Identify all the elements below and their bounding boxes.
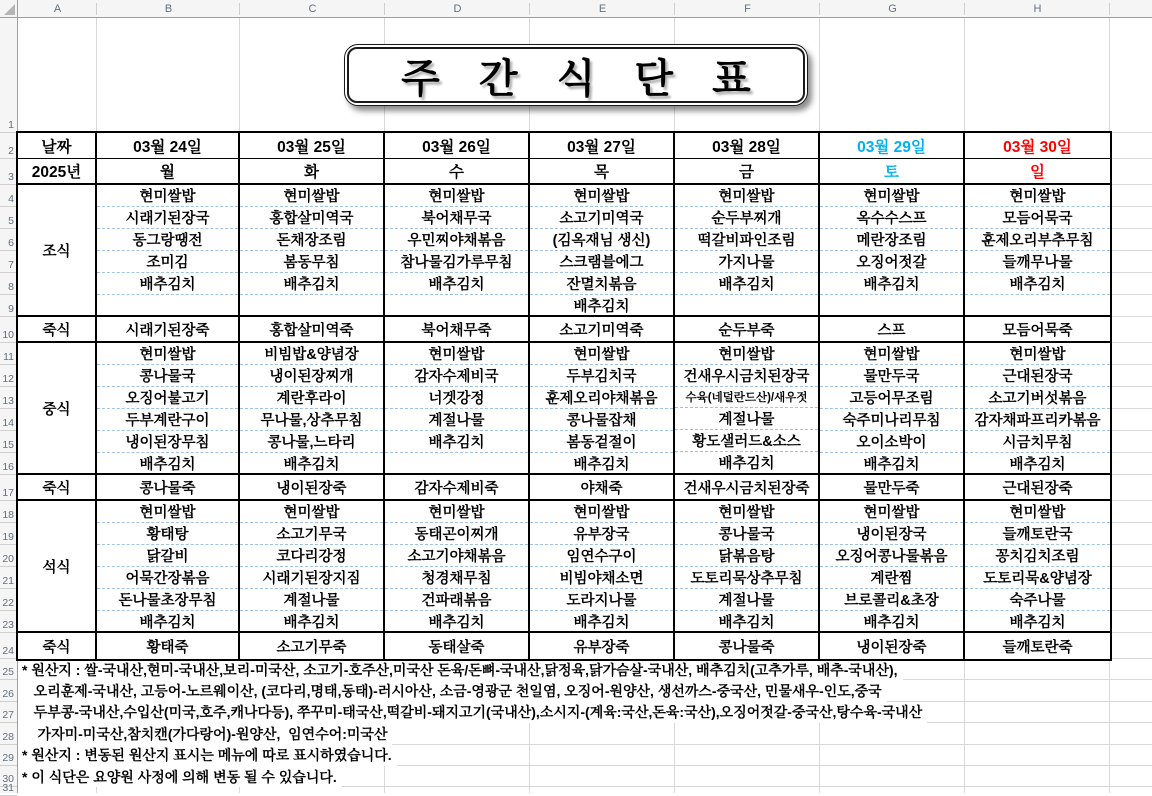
menu-item[interactable]: 임연수구이 xyxy=(530,545,673,567)
menu-item[interactable]: 동그랑땡전 xyxy=(97,229,238,251)
menu-cell-dinner[interactable] xyxy=(965,501,1110,633)
menu-item[interactable]: 냉이된장국 xyxy=(820,523,963,545)
menu-item[interactable]: 감자채파프리카볶음 xyxy=(965,409,1110,431)
menu-cell-lunch[interactable] xyxy=(675,343,820,475)
menu-item[interactable] xyxy=(97,295,238,315)
menu-item[interactable]: 시래기된장국 xyxy=(97,207,238,229)
menu-item[interactable]: 현미쌀밥 xyxy=(965,343,1110,365)
title-shape[interactable] xyxy=(344,44,808,106)
menu-item[interactable]: 현미쌀밥 xyxy=(97,343,238,365)
menu-item[interactable]: 두부계란구이 xyxy=(97,409,238,431)
row-header-7[interactable]: 7 xyxy=(8,259,14,271)
menu-item[interactable]: 수육(네덜란드산)/새우젓 xyxy=(675,387,818,408)
menu-item[interactable]: 배추김치 xyxy=(820,273,963,295)
porridge-cell-breakfast[interactable]: 홍합살미역죽 xyxy=(240,317,385,343)
row-header-16[interactable]: 16 xyxy=(2,461,14,473)
porridge-cell-dinner[interactable]: 냉이된장죽 xyxy=(820,633,965,659)
menu-item[interactable]: 숙주나물 xyxy=(965,589,1110,611)
date-cell[interactable]: 03월 29일 xyxy=(820,133,965,159)
row-header-18[interactable]: 18 xyxy=(2,509,14,521)
menu-item[interactable]: 오징어젓갈 xyxy=(820,251,963,273)
column-header-separator xyxy=(1109,3,1110,15)
menu-cell-lunch[interactable] xyxy=(820,343,965,475)
menu-item[interactable]: 옥수수스프 xyxy=(820,207,963,229)
row-header-28[interactable]: 28 xyxy=(2,730,14,743)
menu-item[interactable]: 건파래볶음 xyxy=(385,589,528,611)
row-header-20[interactable]: 20 xyxy=(2,553,14,565)
meal-label-cell-dinner[interactable]: 석식 xyxy=(18,501,97,633)
menu-item[interactable]: 계절나물 xyxy=(675,408,818,430)
menu-item[interactable]: 브로콜리&초장 xyxy=(820,589,963,611)
menu-item[interactable]: 코다리강정 xyxy=(240,545,383,567)
porridge-cell-breakfast[interactable]: 스프 xyxy=(820,317,965,343)
menu-item[interactable]: 계절나물 xyxy=(240,589,383,611)
menu-item[interactable]: 고등어무조림 xyxy=(820,387,963,409)
menu-item[interactable]: 숙주미나리무침 xyxy=(820,409,963,431)
porridge-cell-lunch[interactable]: 야채죽 xyxy=(530,475,675,501)
menu-item[interactable]: 돈나물초장무침 xyxy=(97,589,238,611)
menu-item[interactable]: 들깨무나물 xyxy=(965,251,1110,273)
menu-item[interactable]: 물만두국 xyxy=(820,365,963,387)
day-cell[interactable]: 금 xyxy=(675,159,820,185)
menu-item[interactable]: 무나물,상추무침 xyxy=(240,409,383,431)
menu-item[interactable]: 가지나물 xyxy=(675,251,818,273)
menu-item[interactable]: 현미쌀밥 xyxy=(820,501,963,523)
porridge-label-cell-breakfast[interactable]: 죽식 xyxy=(18,317,97,343)
menu-item[interactable]: 훈제오리야채볶음 xyxy=(530,387,673,409)
porridge-cell-lunch[interactable]: 콩나물죽 xyxy=(97,475,240,501)
row-header-1[interactable]: 1 xyxy=(8,119,14,131)
porridge-cell-lunch[interactable]: 냉이된장죽 xyxy=(240,475,385,501)
menu-cell-lunch[interactable] xyxy=(385,343,530,475)
menu-item[interactable]: 도라지나물 xyxy=(530,589,673,611)
date-cell[interactable]: 03월 25일 xyxy=(240,133,385,159)
porridge-cell-lunch[interactable]: 건새우시금치된장죽 xyxy=(675,475,820,501)
menu-item[interactable]: 스크램블에그 xyxy=(530,251,673,273)
column-header-g[interactable]: G xyxy=(888,2,897,15)
menu-cell-dinner[interactable] xyxy=(675,501,820,633)
note-line[interactable]: * 이 식단은 요양원 사정에 의해 변동 될 수 있습니다. xyxy=(18,766,342,787)
note-line[interactable]: 오리훈제-국내산, 고등어-노르웨이산, (코다리,명태,동태)-러시아산, 소금-영광군 천일염, 오징어-원양산, 생선까스-중국산, 민물새우-인도,중국 xyxy=(18,680,887,701)
row-header-14[interactable]: 14 xyxy=(2,417,14,429)
menu-item[interactable]: 북어채무국 xyxy=(385,207,528,229)
menu-item[interactable]: 오이소박이 xyxy=(820,431,963,453)
row-header-13[interactable]: 13 xyxy=(2,395,14,407)
menu-item[interactable]: 참나물김가루무침 xyxy=(385,251,528,273)
menu-cell-dinner[interactable] xyxy=(820,501,965,633)
menu-item[interactable]: 계란찜 xyxy=(820,567,963,589)
menu-item[interactable]: 동태곤이찌개 xyxy=(385,523,528,545)
row-header-29[interactable]: 29 xyxy=(2,751,14,764)
menu-item[interactable]: 배추김치 xyxy=(573,457,630,473)
day-cell[interactable]: 토 xyxy=(820,159,965,185)
column-header-a[interactable]: A xyxy=(53,2,62,15)
menu-item[interactable]: 비빔밥&양념장 xyxy=(240,343,383,365)
menu-item[interactable]: 현미쌀밥 xyxy=(385,343,528,365)
porridge-cell-dinner[interactable]: 동태살죽 xyxy=(385,633,530,659)
porridge-label-cell-lunch[interactable]: 죽식 xyxy=(18,475,97,501)
menu-item[interactable]: 배추김치 xyxy=(428,615,485,631)
column-header-separator xyxy=(239,3,240,15)
row-header-19[interactable]: 19 xyxy=(2,531,14,543)
porridge-cell-dinner[interactable]: 콩나물죽 xyxy=(675,633,820,659)
menu-item[interactable]: 냉이된장무침 xyxy=(97,431,238,453)
column-header-e[interactable]: E xyxy=(598,2,607,15)
menu-item[interactable]: 현미쌀밥 xyxy=(675,501,818,523)
menu-item[interactable] xyxy=(965,295,1110,315)
menu-item[interactable]: 우민찌야채볶음 xyxy=(385,229,528,251)
column-header-separator xyxy=(819,3,820,15)
meal-plan-table xyxy=(18,133,1110,659)
column-header-separator xyxy=(384,3,385,15)
menu-item[interactable]: 봄동겉절이 xyxy=(530,431,673,453)
menu-item[interactable]: 메란장조림 xyxy=(820,229,963,251)
menu-item[interactable]: 배추김치 xyxy=(573,299,630,315)
row-header-strip xyxy=(0,18,18,793)
column-header-f[interactable]: F xyxy=(744,2,751,15)
menu-cell-dinner[interactable] xyxy=(385,501,530,633)
menu-item[interactable]: 콩나물잡채 xyxy=(530,409,673,431)
note-line[interactable]: * 원산지 : 쌀-국내산,현미-국내산,보리-미국산, 소고기-호주산,미국산 돈육/돈뼈-국내산,닭정육,닭가슴살-국내산, 배추김치(고추가루, 배추-국내산), xyxy=(18,659,903,680)
porridge-cell-lunch[interactable]: 감자수제비죽 xyxy=(385,475,530,501)
menu-item[interactable]: 현미쌀밥 xyxy=(820,185,963,207)
menu-item[interactable]: 계절나물 xyxy=(385,409,528,431)
row-header-24[interactable]: 24 xyxy=(2,645,14,657)
porridge-cell-dinner[interactable]: 들깨토란죽 xyxy=(1002,639,1073,656)
date-cell[interactable]: 03월 28일 xyxy=(675,133,820,159)
date-cell[interactable]: 03월 24일 xyxy=(97,133,240,159)
menu-item[interactable]: 오징어불고기 xyxy=(97,387,238,409)
menu-item[interactable] xyxy=(240,295,383,315)
column-header-d[interactable]: D xyxy=(453,2,462,15)
column-header-h[interactable]: H xyxy=(1033,2,1042,15)
column-header-separator xyxy=(529,3,530,15)
menu-cell-breakfast[interactable] xyxy=(97,185,240,317)
row-header-2[interactable]: 2 xyxy=(8,145,14,157)
date-cell[interactable]: 03월 27일 xyxy=(530,133,675,159)
menu-item[interactable]: 배추김치 xyxy=(139,615,196,631)
menu-item[interactable]: 오징어콩나물볶음 xyxy=(820,545,963,567)
menu-item[interactable]: 배추김치 xyxy=(139,457,196,473)
menu-item[interactable]: 배추김치 xyxy=(718,615,775,631)
menu-item[interactable]: 현미쌀밥 xyxy=(965,501,1110,523)
note-line[interactable]: 두부콩-국내산,수입산(미국,호주,캐나다등), 쭈꾸미-태국산,떡갈비-돼지고기(국내산),소시지-(계육:국산,돈육:국산),오징어젓갈-중국산,탕수육-국내산 xyxy=(18,702,927,723)
menu-cell-breakfast[interactable] xyxy=(820,185,965,317)
day-cell[interactable]: 월 xyxy=(97,159,240,185)
menu-item[interactable]: 배추김치 xyxy=(675,273,818,295)
row-header-10[interactable]: 10 xyxy=(2,329,14,341)
menu-cell-breakfast[interactable] xyxy=(530,185,675,317)
menu-item[interactable]: 닭볶음탕 xyxy=(675,545,818,567)
menu-item[interactable]: 콩나물,느타리 xyxy=(240,431,383,453)
menu-item[interactable]: 현미쌀밥 xyxy=(675,343,818,365)
row-header-11[interactable]: 11 xyxy=(3,351,14,363)
menu-item[interactable]: 시래기된장지짐 xyxy=(240,567,383,589)
menu-item[interactable]: 황태탕 xyxy=(97,523,238,545)
menu-item[interactable] xyxy=(675,295,818,315)
menu-item[interactable]: 소고기버섯볶음 xyxy=(965,387,1110,409)
menu-cell-lunch[interactable] xyxy=(97,343,240,475)
menu-cell-dinner[interactable] xyxy=(240,501,385,633)
menu-item[interactable]: 들깨토란국 xyxy=(965,523,1110,545)
menu-item[interactable]: 소고기무국 xyxy=(240,523,383,545)
select-all-corner[interactable] xyxy=(0,0,18,18)
menu-item[interactable]: 계란후라이 xyxy=(240,387,383,409)
day-cell[interactable]: 일 xyxy=(965,159,1110,185)
porridge-cell-lunch[interactable]: 근대된장죽 xyxy=(965,475,1110,501)
menu-item[interactable]: 현미쌀밥 xyxy=(385,501,528,523)
menu-item[interactable]: 콩나물국 xyxy=(97,365,238,387)
menu-item[interactable]: 떡갈비파인조림 xyxy=(675,229,818,251)
menu-item[interactable]: 봄동무침 xyxy=(240,251,383,273)
row-header-25[interactable]: 25 xyxy=(2,666,14,679)
menu-item[interactable]: 현미쌀밥 xyxy=(530,501,673,523)
menu-item[interactable]: 근대된장국 xyxy=(965,365,1110,387)
menu-item[interactable]: 배추김치 xyxy=(863,457,920,473)
row-header-8[interactable]: 8 xyxy=(8,281,14,293)
menu-item[interactable]: 배추김치 xyxy=(283,457,340,473)
menu-item[interactable]: 두부김치국 xyxy=(530,365,673,387)
menu-item[interactable]: 배추김치 xyxy=(97,273,238,295)
menu-item[interactable]: 도토리묵상추무침 xyxy=(675,567,818,589)
menu-item[interactable]: 소고기미역국 xyxy=(530,207,673,229)
day-cell[interactable]: 수 xyxy=(385,159,530,185)
menu-item[interactable]: (김옥재님 생신) xyxy=(530,229,673,251)
column-header-b[interactable]: B xyxy=(164,2,173,15)
menu-item[interactable]: 냉이된장찌개 xyxy=(240,365,383,387)
row-header-15[interactable]: 15 xyxy=(2,439,14,451)
row-header-12[interactable]: 12 xyxy=(2,373,14,385)
porridge-cell-dinner[interactable]: 소고기무죽 xyxy=(240,633,385,659)
menu-item[interactable] xyxy=(820,295,963,315)
menu-item[interactable]: 꽁치김치조림 xyxy=(965,545,1110,567)
porridge-cell-dinner[interactable]: 유부장죽 xyxy=(530,633,675,659)
row-header-21[interactable]: 21 xyxy=(2,575,14,587)
menu-item[interactable]: 시금치무침 xyxy=(965,431,1110,453)
menu-item[interactable]: 배추김치 xyxy=(283,615,340,631)
menu-item[interactable]: 감자수제비국 xyxy=(385,365,528,387)
row-header-26[interactable]: 26 xyxy=(2,687,14,700)
menu-cell-dinner[interactable] xyxy=(97,501,240,633)
menu-item[interactable]: 콩나물국 xyxy=(675,523,818,545)
menu-item[interactable]: 너겟강정 xyxy=(385,387,528,409)
menu-item[interactable]: 돈채장조림 xyxy=(240,229,383,251)
menu-item[interactable]: 현미쌀밥 xyxy=(97,185,238,207)
menu-item[interactable]: 순두부찌개 xyxy=(675,207,818,229)
menu-item[interactable]: 현미쌀밥 xyxy=(240,185,383,207)
menu-item[interactable]: 유부장국 xyxy=(530,523,673,545)
menu-item[interactable]: 소고기야채볶음 xyxy=(385,545,528,567)
porridge-cell-breakfast[interactable]: 북어채무죽 xyxy=(385,317,530,343)
note-line[interactable]: 가자미-미국산,참치캔(가다랑어)-원양산, 임연수어:미국산 xyxy=(18,723,392,744)
title-shape-inner xyxy=(347,47,805,103)
porridge-cell-breakfast[interactable]: 모듬어묵죽 xyxy=(965,317,1110,343)
menu-item[interactable] xyxy=(385,295,528,315)
menu-item[interactable] xyxy=(385,453,528,473)
menu-item[interactable]: 조미김 xyxy=(97,251,238,273)
row-header-22[interactable]: 22 xyxy=(2,597,14,609)
menu-item[interactable]: 어묵간장볶음 xyxy=(97,567,238,589)
year-label-cell[interactable]: 2025년 xyxy=(18,159,97,185)
row-header-6[interactable]: 6 xyxy=(8,237,14,249)
menu-item[interactable]: 도토리묵&양념장 xyxy=(965,567,1110,589)
column-header-c[interactable]: C xyxy=(308,2,317,15)
menu-item[interactable]: 모듬어묵국 xyxy=(965,207,1110,229)
menu-item[interactable]: 비빔야채소면 xyxy=(530,567,673,589)
row-header-31[interactable]: 31 xyxy=(2,781,14,794)
note-line[interactable]: * 원산지 : 변동된 원산지 표시는 메뉴에 따로 표시하였습니다. xyxy=(18,745,397,766)
menu-cell-lunch[interactable] xyxy=(240,343,385,475)
menu-item[interactable]: 현미쌀밥 xyxy=(965,185,1110,207)
menu-item[interactable]: 황도샐러드&소스 xyxy=(675,430,818,452)
row-header-5[interactable]: 5 xyxy=(8,215,14,227)
menu-item[interactable]: 현미쌀밥 xyxy=(675,185,818,207)
meal-label-cell-breakfast[interactable]: 조식 xyxy=(18,185,97,317)
row-header-4[interactable]: 4 xyxy=(8,193,14,205)
menu-item[interactable]: 배추김치 xyxy=(718,456,775,472)
menu-item[interactable]: 현미쌀밥 xyxy=(530,185,673,207)
menu-item[interactable]: 배추김치 xyxy=(1009,457,1066,473)
menu-item[interactable]: 배추김치 xyxy=(385,431,528,453)
select-all-triangle-icon xyxy=(4,4,15,15)
menu-item[interactable]: 잔멸치볶음 xyxy=(530,273,673,295)
porridge-cell-breakfast[interactable]: 순두부죽 xyxy=(675,317,820,343)
menu-item[interactable]: 계절나물 xyxy=(675,589,818,611)
menu-item[interactable]: 배추김치 xyxy=(573,615,630,631)
menu-cell-lunch[interactable] xyxy=(965,343,1110,475)
menu-cell-breakfast[interactable] xyxy=(385,185,530,317)
day-cell[interactable]: 화 xyxy=(240,159,385,185)
porridge-cell-breakfast[interactable]: 시래기된장죽 xyxy=(97,317,240,343)
menu-item[interactable]: 현미쌀밥 xyxy=(820,343,963,365)
menu-item[interactable]: 배추김치 xyxy=(1009,615,1066,631)
menu-item[interactable]: 현미쌀밥 xyxy=(240,501,383,523)
date-cell[interactable]: 03월 30일 xyxy=(965,133,1110,159)
menu-cell-lunch[interactable] xyxy=(530,343,675,475)
menu-item[interactable]: 건새우시금치된장국 xyxy=(675,365,818,387)
menu-item[interactable]: 청경채무침 xyxy=(385,567,528,589)
row-header-9[interactable]: 9 xyxy=(8,303,14,315)
menu-cell-breakfast[interactable] xyxy=(240,185,385,317)
menu-cell-breakfast[interactable] xyxy=(675,185,820,317)
row-header-17[interactable]: 17 xyxy=(2,487,14,499)
menu-item[interactable]: 현미쌀밥 xyxy=(385,185,528,207)
menu-item[interactable]: 배추김치 xyxy=(965,273,1110,295)
row-header-3[interactable]: 3 xyxy=(8,171,14,183)
porridge-cell-lunch[interactable]: 물만두죽 xyxy=(820,475,965,501)
row-header-30[interactable]: 30 xyxy=(2,773,14,786)
menu-item[interactable]: 배추김치 xyxy=(240,273,383,295)
column-header-separator xyxy=(96,3,97,15)
day-cell[interactable]: 목 xyxy=(530,159,675,185)
menu-item[interactable]: 홍합살미역국 xyxy=(240,207,383,229)
menu-item[interactable]: 배추김치 xyxy=(863,615,920,631)
date-cell[interactable]: 03월 26일 xyxy=(385,133,530,159)
porridge-cell-dinner[interactable]: 황태죽 xyxy=(97,633,240,659)
menu-cell-dinner[interactable] xyxy=(530,501,675,633)
column-header-separator xyxy=(964,3,965,15)
row-header-27[interactable]: 27 xyxy=(2,709,14,722)
column-header-strip xyxy=(0,0,1152,18)
date-label-cell[interactable]: 날짜 xyxy=(18,133,97,159)
menu-item[interactable]: 닭갈비 xyxy=(97,545,238,567)
porridge-cell-breakfast[interactable]: 소고기미역죽 xyxy=(530,317,675,343)
row-header-23[interactable]: 23 xyxy=(2,619,14,631)
menu-item[interactable]: 현미쌀밥 xyxy=(97,501,238,523)
menu-cell-breakfast[interactable] xyxy=(965,185,1110,317)
page-title: 주 간 식 단 표 xyxy=(401,56,765,101)
column-header-separator xyxy=(674,3,675,15)
menu-item[interactable]: 현미쌀밥 xyxy=(530,343,673,365)
porridge-label-cell-dinner[interactable]: 죽식 xyxy=(18,633,97,659)
meal-label-cell-lunch[interactable]: 중식 xyxy=(18,343,97,475)
menu-item[interactable]: 배추김치 xyxy=(385,273,528,295)
menu-item[interactable]: 훈제오리부추무침 xyxy=(965,229,1110,251)
